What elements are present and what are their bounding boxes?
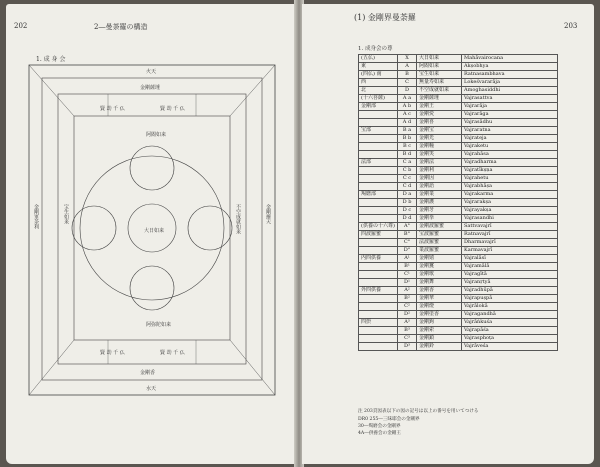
table-cell: 金剛燈 — [417, 303, 462, 311]
table-row — [359, 223, 558, 231]
label-left-outer: 金剛軍荼利 — [33, 204, 39, 229]
table-cell: 金剛王 — [417, 103, 462, 111]
table-cell: 金剛部 — [359, 103, 398, 111]
table-cell: Vajrahāsa — [462, 151, 558, 159]
table-cell: 不空成就如来 — [417, 87, 462, 95]
table-cell: Sattvavajrī — [462, 223, 558, 231]
table-row — [359, 255, 558, 263]
table-cell: C c — [398, 175, 417, 183]
footnote-4: 4A―供養会の金剛王 — [358, 431, 401, 436]
table-cell: 金剛鬘 — [417, 263, 462, 271]
table-cell: D³ — [398, 343, 417, 351]
table-cell: Vajrapuṣpā — [462, 295, 558, 303]
table-row — [359, 175, 558, 183]
table-row — [359, 343, 558, 351]
table-cell: Vajrakarma — [462, 191, 558, 199]
table-row — [359, 167, 558, 175]
label-right-outer: 金剛摧天 — [265, 204, 271, 224]
table-cell: 金剛嬉 — [417, 255, 462, 263]
table-cell: Vajrāveśa — [462, 343, 558, 351]
table-row — [359, 79, 558, 87]
table-cell: 金剛鈴 — [417, 343, 462, 351]
label-bottom: 水天 — [146, 386, 157, 392]
table-cell — [359, 135, 398, 143]
table-cell: Vajrayakṣa — [462, 207, 558, 215]
table-row — [359, 199, 558, 207]
table-cell: D¹ — [398, 279, 417, 287]
table-caption: 1. 成身会の尊 — [358, 46, 393, 52]
table-cell: D d — [398, 215, 417, 223]
table-cell: 四摂 — [359, 319, 398, 327]
label-center: 大日如来 — [144, 228, 165, 234]
table-cell — [359, 311, 398, 319]
right-page — [302, 4, 594, 464]
table-cell — [359, 215, 398, 223]
table-cell: 金剛利 — [417, 167, 462, 175]
table-cell: A³ — [398, 319, 417, 327]
table-cell — [359, 263, 398, 271]
table-row — [359, 63, 558, 71]
footnote-2: DR0 255―三昧耶会の金剛界 — [358, 417, 420, 422]
table-cell — [359, 175, 398, 183]
table-row — [359, 295, 558, 303]
table-row — [359, 239, 558, 247]
table-cell: D° — [398, 247, 417, 255]
table-cell — [359, 207, 398, 215]
table-cell: Vajrarāja — [462, 103, 558, 111]
table-row — [359, 127, 558, 135]
table-cell — [359, 295, 398, 303]
table-cell: Vajrateja — [462, 135, 558, 143]
table-cell: 金剛護 — [417, 199, 462, 207]
table-cell: C° — [398, 239, 417, 247]
table-cell: D² — [398, 311, 417, 319]
table-cell: 金剛愛 — [417, 111, 462, 119]
table-row — [359, 287, 558, 295]
table-cell: Vajrasattva — [462, 95, 558, 103]
table-cell — [359, 119, 398, 127]
table-cell — [359, 247, 398, 255]
table-cell: (供養の十六尊) — [359, 223, 398, 231]
table-cell — [359, 183, 398, 191]
table-cell: Vajradharma — [462, 159, 558, 167]
table-cell: Vajramālā — [462, 263, 558, 271]
header-col-2: X — [398, 55, 417, 63]
table-cell: 金剛因 — [417, 175, 462, 183]
footnote-3: 30―羯磨会の金剛界 — [358, 424, 401, 429]
table-cell: 金剛索 — [417, 327, 462, 335]
table-cell: Vajragandhā — [462, 311, 558, 319]
table-cell — [359, 199, 398, 207]
table-row — [359, 135, 558, 143]
table-row — [359, 119, 558, 127]
table-cell: B b — [398, 135, 417, 143]
table-row — [359, 103, 558, 111]
table-cell: 四波羅蜜 — [359, 231, 398, 239]
table-cell: C — [398, 79, 417, 87]
table-cell — [359, 343, 398, 351]
table-cell: 東 — [359, 63, 398, 71]
table-cell: Vajratīkṣṇa — [462, 167, 558, 175]
table-cell: Ratnasambhava — [462, 71, 558, 79]
table-cell: Karmavajrī — [462, 247, 558, 255]
table-row — [359, 191, 558, 199]
table-cell: Vajradhūpā — [462, 287, 558, 295]
table-cell: Akṣobhya — [462, 63, 558, 71]
table-cell: B d — [398, 151, 417, 159]
label-buddha-4: 賢 劫 千 仏 — [160, 350, 185, 356]
table-cell: 金剛笑 — [417, 151, 462, 159]
mandala-diagram — [28, 64, 276, 396]
table-cell: A — [398, 63, 417, 71]
table-cell: 宝生如来 — [417, 71, 462, 79]
table-row — [359, 247, 558, 255]
right-page-number: 203 — [564, 22, 578, 30]
table-cell: C² — [398, 303, 417, 311]
table-cell: 羯磨部 — [359, 191, 398, 199]
table-cell: D c — [398, 207, 417, 215]
label-top: 火天 — [146, 69, 157, 75]
table-cell: 宝部 — [359, 127, 398, 135]
table-cell: 金剛香 — [417, 287, 462, 295]
table-cell: 金剛喜 — [417, 119, 462, 127]
table-row — [359, 231, 558, 239]
table-cell: 金剛宝 — [417, 127, 462, 135]
label-west: 阿弥陀如来 — [146, 322, 172, 328]
table-cell: A¹ — [398, 255, 417, 263]
left-running-head: 2―曼荼羅の構造 — [94, 23, 148, 31]
figure-caption: 1. 成 身 会 — [36, 56, 66, 63]
label-buddha-3: 賢 劫 千 仏 — [100, 350, 125, 356]
table-cell: Vajrasphoṭa — [462, 335, 558, 343]
table-row — [359, 143, 558, 151]
table-row — [359, 271, 558, 279]
table-cell: Vajraketu — [462, 143, 558, 151]
table-cell: Vajrabhāṣa — [462, 183, 558, 191]
table-cell: C³ — [398, 335, 417, 343]
header-col-3: 大日如来 — [417, 55, 462, 63]
table-cell — [359, 279, 398, 287]
left-page — [6, 4, 296, 464]
table-cell — [359, 271, 398, 279]
label-buddha-2: 賢 劫 千 仏 — [160, 106, 185, 112]
label-right-inner: 不空成就如来 — [235, 204, 241, 234]
table-row — [359, 159, 558, 167]
table-cell: 金剛拳 — [417, 215, 462, 223]
table-cell: B² — [398, 295, 417, 303]
table-cell: A° — [398, 223, 417, 231]
label-left-inner: 宝生如来 — [63, 204, 69, 224]
table-cell: 西 — [359, 79, 398, 87]
table-cell: Vajrarakṣa — [462, 199, 558, 207]
table-cell: 金剛華 — [417, 295, 462, 303]
table-cell: (四仏) 南 — [359, 71, 398, 79]
table-cell: A² — [398, 287, 417, 295]
table-cell: Dharmavajrī — [462, 239, 558, 247]
table-cell: B¹ — [398, 263, 417, 271]
table-cell: C d — [398, 183, 417, 191]
table-cell: A d — [398, 119, 417, 127]
table-cell: Vajralāsī — [462, 255, 558, 263]
table-cell: D b — [398, 199, 417, 207]
table-cell: 法部 — [359, 159, 398, 167]
table-cell: 金剛塗香 — [417, 311, 462, 319]
table-row — [359, 319, 558, 327]
table-cell: Vajraratna — [462, 127, 558, 135]
header-col-1: (五仏) — [359, 55, 398, 63]
table-cell: 金剛幢 — [417, 143, 462, 151]
table-cell: 金剛光 — [417, 135, 462, 143]
table-cell — [359, 111, 398, 119]
table-cell: Vajrasandhi — [462, 215, 558, 223]
table-cell: 金剛歌 — [417, 271, 462, 279]
table-row — [359, 279, 558, 287]
table-cell: 法波羅蜜 — [417, 239, 462, 247]
table-cell — [359, 303, 398, 311]
table-cell: 金剛鉤 — [417, 319, 462, 327]
table-cell — [359, 239, 398, 247]
table-cell: 業波羅蜜 — [417, 247, 462, 255]
table-row — [359, 327, 558, 335]
table-cell: Vajragītā — [462, 271, 558, 279]
table-row — [359, 303, 558, 311]
table-cell: B c — [398, 143, 417, 151]
table-cell — [359, 327, 398, 335]
footnote-1: 注 203頁図表以下の図の記号は以上の番号を用いてつける — [358, 409, 479, 414]
header-col-4: Mahāvairocana — [462, 55, 558, 63]
table-cell: D — [398, 87, 417, 95]
left-page-number: 202 — [14, 22, 28, 30]
table-cell: C b — [398, 167, 417, 175]
label-top-inner: 金剛薩埵 — [140, 85, 161, 91]
deity-table — [358, 54, 558, 351]
table-cell: 金剛語 — [417, 183, 462, 191]
table-cell: 金剛法 — [417, 159, 462, 167]
table-cell: 阿閦如来 — [417, 63, 462, 71]
label-buddha-1: 賢 劫 千 仏 — [100, 106, 125, 112]
table-row — [359, 71, 558, 79]
table-cell: (十六菩薩) — [359, 95, 398, 103]
table-cell: Vajranṛtyā — [462, 279, 558, 287]
table-row — [359, 183, 558, 191]
table-cell: D a — [398, 191, 417, 199]
table-cell: Vajrarāga — [462, 111, 558, 119]
table-cell — [359, 335, 398, 343]
table-cell: 外四供養 — [359, 287, 398, 295]
table-cell: 金剛業 — [417, 191, 462, 199]
table-cell: Amoghasiddhi — [462, 87, 558, 95]
table-cell: C¹ — [398, 271, 417, 279]
table-cell: Lokeśvararāja — [462, 79, 558, 87]
table-cell: 金剛牙 — [417, 207, 462, 215]
table-cell: 金剛舞 — [417, 279, 462, 287]
table-cell: 金剛薩埵 — [417, 95, 462, 103]
table-cell — [359, 151, 398, 159]
table-cell: A b — [398, 103, 417, 111]
table-cell — [359, 143, 398, 151]
table-cell: Vajrālokā — [462, 303, 558, 311]
table-cell: 無量寿如来 — [417, 79, 462, 87]
table-cell: Vajrāṅkuśa — [462, 319, 558, 327]
table-cell: Vajrahetu — [462, 175, 558, 183]
label-east: 阿閦如来 — [146, 132, 167, 138]
table-cell: 内四供養 — [359, 255, 398, 263]
table-row — [359, 335, 558, 343]
table-cell: Ratnavajrī — [462, 231, 558, 239]
table-row — [359, 215, 558, 223]
table-cell: B° — [398, 231, 417, 239]
table-cell: 北 — [359, 87, 398, 95]
table-row — [359, 95, 558, 103]
table-cell — [359, 167, 398, 175]
table-cell: Vajrasādhu — [462, 119, 558, 127]
table-row — [359, 151, 558, 159]
right-running-head: (1) 金剛界曼荼羅 — [354, 13, 416, 22]
table-cell: 金剛波羅蜜 — [417, 223, 462, 231]
table-cell: 金剛鎖 — [417, 335, 462, 343]
table-cell: B — [398, 71, 417, 79]
table-cell: Vajrapāśa — [462, 327, 558, 335]
table-cell: C a — [398, 159, 417, 167]
table-row — [359, 263, 558, 271]
table-cell: B³ — [398, 327, 417, 335]
table-row — [359, 87, 558, 95]
table-cell: A c — [398, 111, 417, 119]
table-header-row — [359, 55, 558, 63]
label-bottom-inner: 金剛香 — [140, 370, 156, 376]
table-row — [359, 311, 558, 319]
table-cell: B a — [398, 127, 417, 135]
table-row — [359, 111, 558, 119]
table-row — [359, 207, 558, 215]
table-cell: 宝波羅蜜 — [417, 231, 462, 239]
table-cell: A a — [398, 95, 417, 103]
